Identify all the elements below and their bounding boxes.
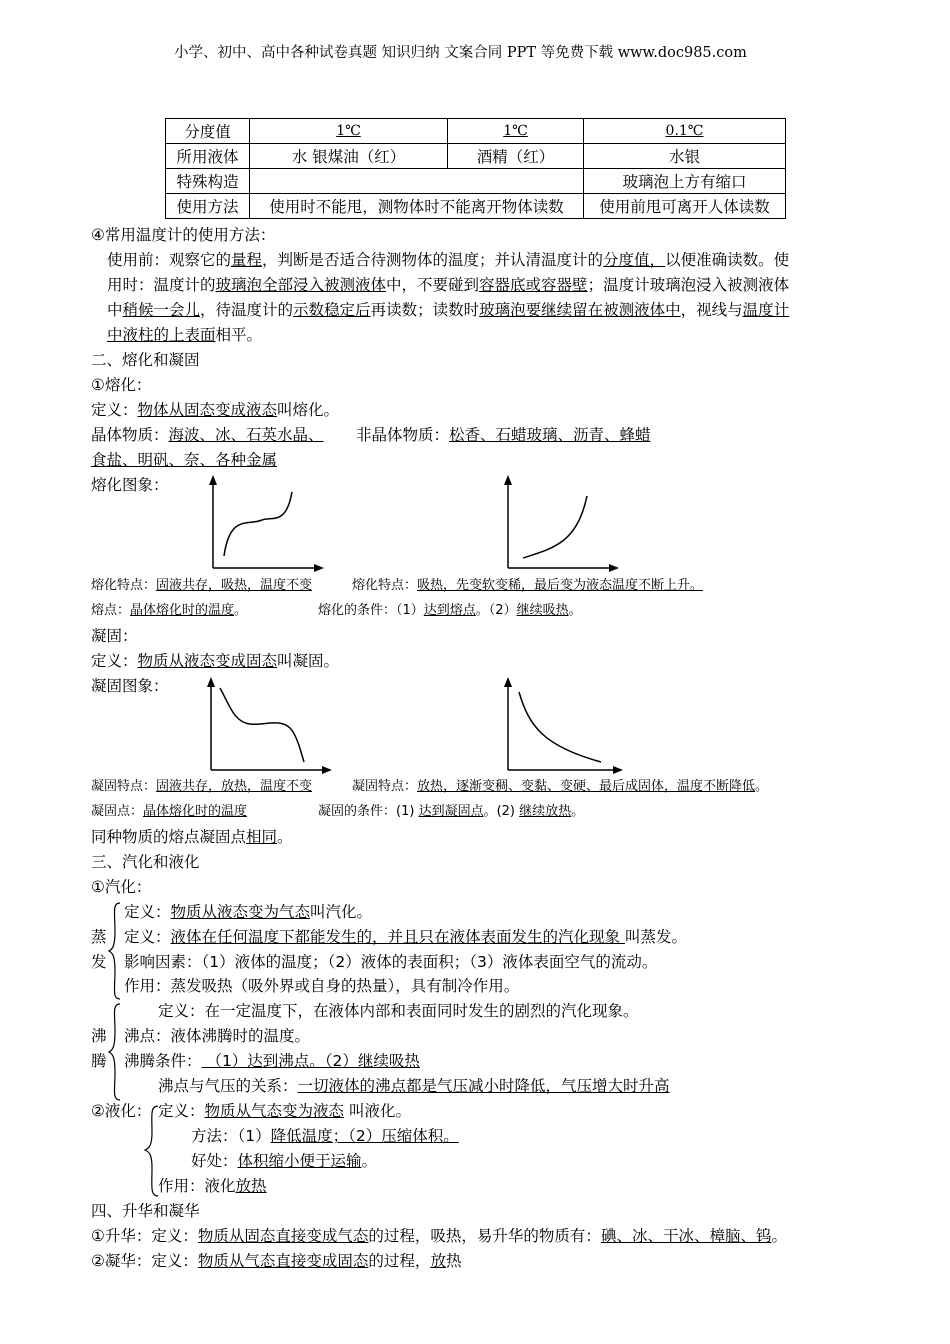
table-cell: 使用方法 bbox=[166, 194, 250, 219]
table-row bbox=[166, 144, 786, 169]
table-cell: 1℃ bbox=[448, 119, 584, 144]
freezing-point-line: 凝固点：晶体熔化时的温度 bbox=[91, 804, 248, 819]
amorphous-melting-graph bbox=[495, 474, 625, 574]
section-heading: 四、升华和凝华 bbox=[91, 1202, 200, 1220]
table-cell: 1℃ bbox=[250, 119, 448, 144]
factor-line: 影响因素：（1）液体的温度；（2）液体的表面积；（3）液体表面空气的流动。 bbox=[124, 953, 658, 971]
evaporation-char: 发 bbox=[91, 953, 107, 971]
table-cell: 玻璃泡上方有缩口 bbox=[584, 169, 786, 194]
subsection-heading: ②液化： bbox=[91, 1102, 152, 1120]
table-cell: 所用液体 bbox=[166, 144, 250, 169]
boiling-char: 沸 bbox=[91, 1027, 107, 1045]
freezing-condition-line: 凝固的条件：(1) 达到凝固点。(2) 继续放热。 bbox=[318, 804, 585, 819]
deposition-line: ②凝华：定义：物质从气态直接变成固态的过程，放热 bbox=[91, 1252, 462, 1270]
page-header: 小学、初中、高中各种试卷真题 知识归纳 文案合同 PPT 等免费下载 www.doc985.com bbox=[174, 45, 747, 61]
method-line: 方法：（1）降低温度；（2）压缩体积。 bbox=[191, 1127, 459, 1145]
graph-label: 凝固图象： bbox=[91, 677, 169, 695]
paragraph-line: 用时：温度计的玻璃泡全部浸入被测液体中，不要碰到容器底或容器壁；温度计玻璃泡浸入被测液体 bbox=[107, 276, 790, 294]
definition-line: 定义：物质从液态变成固态叫凝固。 bbox=[91, 652, 340, 670]
noncrystal-line: 非晶体物质：松香、石蜡玻璃、沥青、蜂蜡 bbox=[356, 426, 651, 444]
feature-line: 熔化特点：固液共存，吸热，温度不变 bbox=[91, 578, 313, 593]
paragraph-line: 中液柱的上表面相平。 bbox=[107, 326, 263, 344]
crystal-solidifying-graph bbox=[198, 676, 338, 776]
definition-line: 定义：物质从气态变为液态 叫液化。 bbox=[158, 1102, 411, 1120]
amorphous-solidifying-graph bbox=[495, 676, 630, 776]
table-cell: 分度值 bbox=[166, 119, 250, 144]
section-heading: 三、汽化和液化 bbox=[91, 853, 200, 871]
feature-line: 熔化特点：吸热，先变软变稀，最后变为液态温度不断上升。 bbox=[352, 578, 704, 593]
same-point-line: 同种物质的熔点凝固点相同。 bbox=[91, 828, 293, 846]
subsection-heading: ①熔化： bbox=[91, 376, 152, 394]
subsection-heading: 凝固： bbox=[91, 627, 138, 645]
table-row bbox=[166, 194, 786, 219]
pressure-line: 沸点与气压的关系：一切液体的沸点都是气压减小时降低，气压增大时升高 bbox=[158, 1077, 670, 1095]
table-cell: 水银 bbox=[584, 144, 786, 169]
benefit-line: 好处：体积缩小便于运输。 bbox=[191, 1152, 378, 1170]
definition-line: 定义：在一定温度下，在液体内部和表面同时发生的剧烈的汽化现象。 bbox=[158, 1002, 639, 1020]
thermometer-table bbox=[165, 118, 786, 219]
definition-line: 定义：物体从固态变成液态叫熔化。 bbox=[91, 401, 340, 419]
boiling-char: 腾 bbox=[91, 1052, 107, 1070]
table-cell: 使用前甩可离开人体读数 bbox=[584, 194, 786, 219]
boiling-brace bbox=[108, 1002, 122, 1102]
melting-point-line: 熔点：晶体熔化时的温度。 bbox=[91, 603, 248, 618]
feature-line: 凝固特点：固液共存，放热，温度不变 bbox=[91, 779, 313, 794]
evaporation-char: 蒸 bbox=[91, 928, 107, 946]
table-cell: 使用时不能甩，测物体时不能离开物体读数 bbox=[250, 194, 584, 219]
definition-line: 定义：液体在任何温度下都能发生的，并且只在液体表面发生的汽化现象 叫蒸发。 bbox=[124, 928, 687, 946]
table-row bbox=[166, 169, 786, 194]
table-cell: 酒精（红） bbox=[448, 144, 584, 169]
definition-line: 定义：物质从液态变为气态叫汽化。 bbox=[124, 903, 373, 921]
paragraph-line: 中稍候一会儿，待温度计的示数稳定后再读数；读数时玻璃泡要继续留在被测液体中，视线与温度计 bbox=[107, 301, 790, 319]
crystal-line-2: 食盐、明矾、奈、各种金属 bbox=[91, 451, 278, 469]
table-cell bbox=[250, 169, 584, 194]
use-line: 作用：液化放热 bbox=[158, 1177, 267, 1195]
table-row bbox=[166, 119, 786, 144]
boiling-point-line: 沸点：液体沸腾时的温度。 bbox=[124, 1027, 311, 1045]
melting-condition-line: 熔化的条件：（1）达到熔点。（2）继续吸热。 bbox=[318, 603, 582, 618]
subsection-heading: ①汽化： bbox=[91, 878, 152, 896]
sublimation-line: ①升华：定义：物质从固态直接变成气态的过程，吸热，易升华的物质有：碘、冰、干冰、樟脑、钨。 bbox=[91, 1227, 787, 1245]
table-cell: 0.1℃ bbox=[584, 119, 786, 144]
effect-line: 作用：蒸发吸热（吸外界或自身的热量），具有制冷作用。 bbox=[124, 977, 520, 995]
section-heading: 二、熔化和凝固 bbox=[91, 351, 200, 369]
feature-line: 凝固特点：放热，逐渐变稠、变黏、变硬、最后成固体，温度不断降低。 bbox=[352, 779, 769, 794]
crystal-melting-graph bbox=[200, 474, 330, 574]
table-cell: 水 银煤油（红） bbox=[250, 144, 448, 169]
section-heading: ④常用温度计的使用方法： bbox=[91, 226, 276, 244]
paragraph-line: 使用前：观察它的量程，判断是否适合待测物体的温度；并认清温度计的分度值，以便准确读数。使 bbox=[107, 251, 790, 269]
table-cell: 特殊构造 bbox=[166, 169, 250, 194]
boiling-condition-line: 沸腾条件： （1）达到沸点。（2）继续吸热 bbox=[124, 1052, 420, 1070]
evaporation-brace bbox=[108, 901, 122, 1001]
graph-label: 熔化图象： bbox=[91, 476, 169, 494]
crystal-line: 晶体物质：海波、冰、石英水晶、 bbox=[91, 426, 324, 444]
